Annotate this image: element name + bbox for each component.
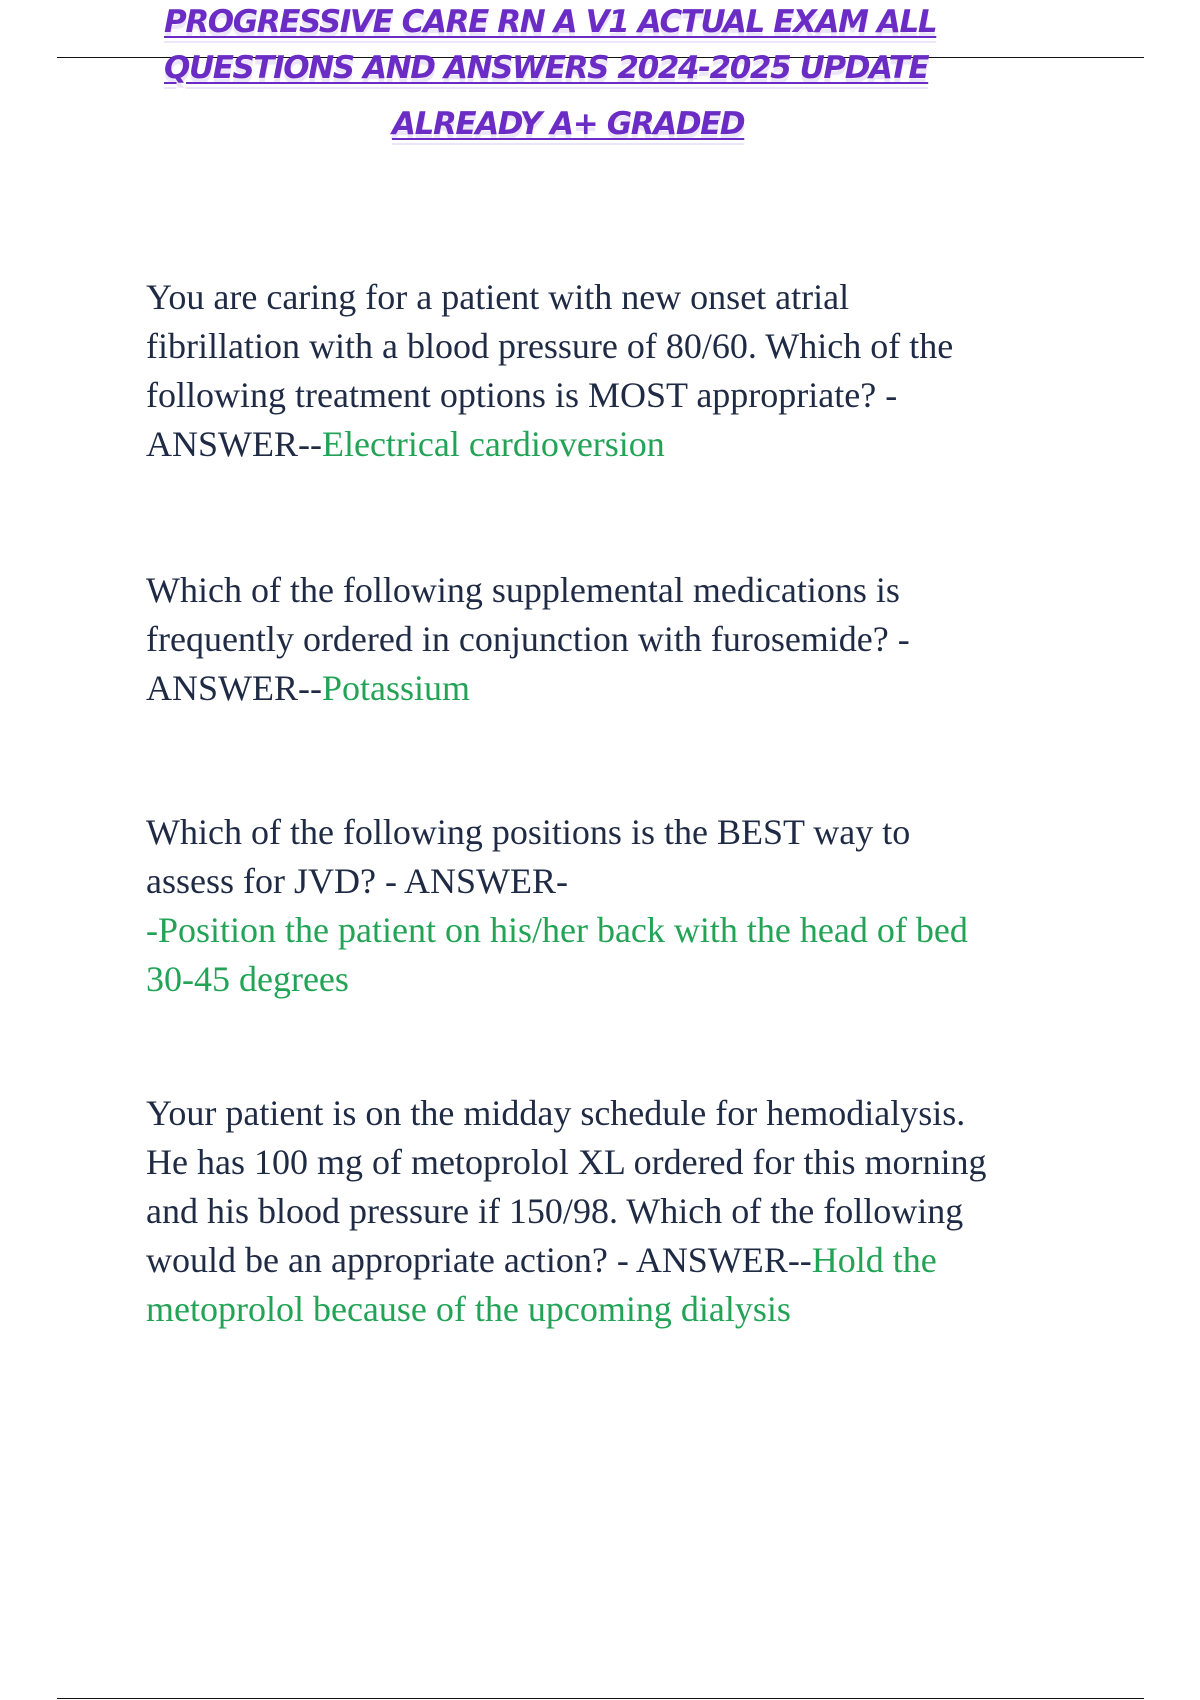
answer-text: Electrical cardioversion [321, 424, 665, 464]
question-line: You are caring for a patient with new onset atrial [146, 277, 850, 317]
qa-item-4 [146, 1089, 1106, 1334]
qa-item-3 [146, 808, 1106, 1004]
qa-item-1 [146, 273, 1106, 469]
answer-text: 30-45 degrees [146, 959, 349, 999]
question-line: assess for JVD? - ANSWER- [146, 861, 568, 901]
answer-text: metoprolol because of the upcoming dialysis [146, 1289, 791, 1329]
document-title-line-3: ALREADY A+ GRADED [392, 106, 745, 142]
question-line: Which of the following supplemental medications is [146, 570, 900, 610]
question-line: would be an appropriate action? - ANSWER-- [146, 1240, 812, 1280]
question-line: frequently ordered in conjunction with furosemide? - [146, 619, 910, 659]
footer-rule [57, 1698, 1144, 1699]
document-title-line-1: PROGRESSIVE CARE RN A V1 ACTUAL EXAM ALL [164, 4, 937, 40]
answer-text: Potassium [321, 668, 471, 708]
document-title-line-2: QUESTIONS AND ANSWERS 2024-2025 UPDATE [164, 50, 929, 86]
question-line: Which of the following positions is the BEST way to [146, 812, 911, 852]
question-line: Your patient is on the midday schedule for hemodialysis. [146, 1093, 966, 1133]
qa-item-2 [146, 566, 1106, 713]
question-line: fibrillation with a blood pressure of 80/60. Which of the [146, 326, 954, 366]
answer-text: -Position the patient on his/her back with the head of bed [146, 910, 968, 950]
answer-text: Hold the [811, 1240, 937, 1280]
answer-prefix: ANSWER-- [146, 668, 322, 708]
answer-prefix: ANSWER-- [146, 424, 322, 464]
question-line: He has 100 mg of metoprolol XL ordered for this morning [146, 1142, 987, 1182]
question-line: following treatment options is MOST appropriate? - [146, 375, 898, 415]
question-line: and his blood pressure if 150/98. Which of the following [146, 1191, 964, 1231]
